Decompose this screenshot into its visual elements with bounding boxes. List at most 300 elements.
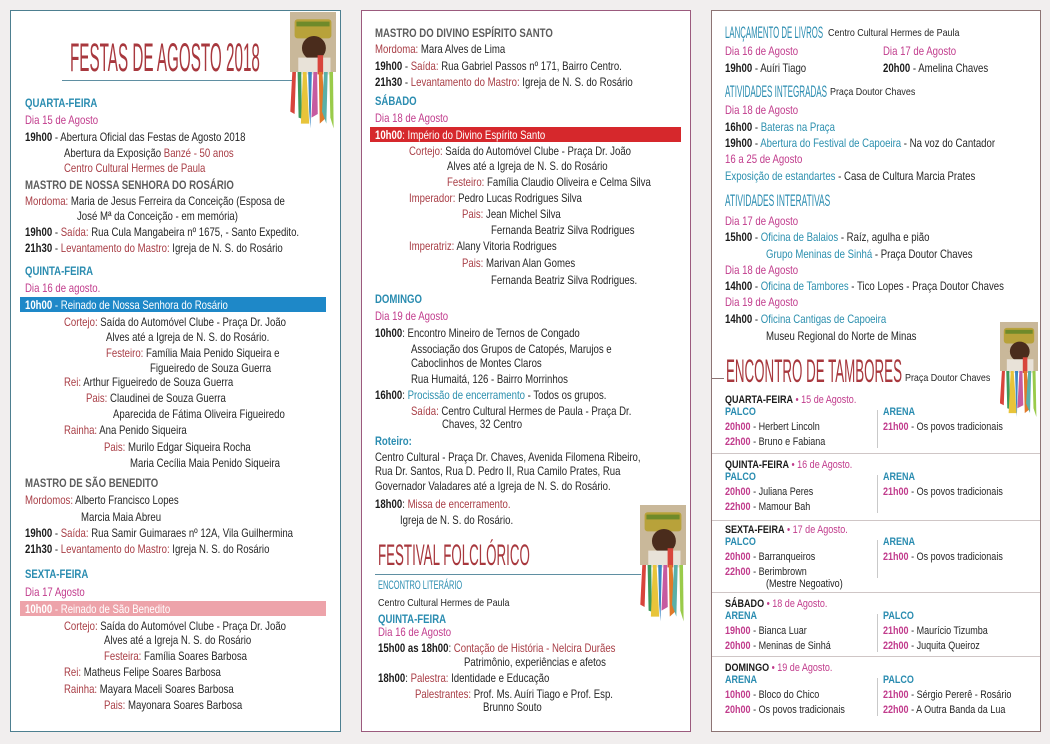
schedule-act: - Bianca Luar bbox=[750, 625, 807, 637]
stage-name: PALCO bbox=[883, 674, 914, 686]
text-text: Rua Humaitá, 126 - Bairro Morrinhos bbox=[411, 372, 568, 386]
stage-name: ARENA bbox=[883, 406, 916, 418]
text-line bbox=[442, 417, 522, 431]
text-text: Fernanda Beatriz Silva Rodrigues. bbox=[491, 273, 638, 287]
text-text: Igreja N. S. do Rosário bbox=[169, 542, 270, 556]
schedule-item bbox=[883, 550, 1003, 564]
text-text: Ana Penido Siqueira bbox=[97, 423, 187, 437]
text-text: - Raíz, agulha e pião bbox=[838, 230, 930, 244]
text-time: 16h00 bbox=[725, 120, 753, 134]
schedule-act: - Bloco do Chico bbox=[750, 689, 820, 701]
text-text: : bbox=[448, 641, 454, 655]
highlight-event bbox=[25, 298, 228, 312]
text-line bbox=[766, 329, 916, 343]
schedule-act: - Os povos tradicionais bbox=[908, 486, 1003, 498]
text-time: 21h30 bbox=[375, 75, 403, 89]
schedule-time: 19h00 bbox=[725, 625, 751, 637]
text-line bbox=[375, 450, 641, 464]
text-line bbox=[883, 61, 988, 75]
text-line bbox=[375, 292, 422, 306]
column-divider bbox=[877, 540, 878, 578]
text-text: - Todos os grupos. bbox=[524, 388, 607, 402]
text-text: Alberto Francisco Lopes bbox=[73, 493, 179, 507]
text-line bbox=[113, 407, 285, 421]
text-label: Levantamento do Mastro: bbox=[410, 75, 520, 89]
text-time: 19h00 bbox=[725, 61, 753, 75]
text-line bbox=[25, 264, 93, 278]
text-line bbox=[378, 641, 615, 655]
text-date: Dia 18 de Agosto bbox=[725, 263, 799, 277]
text-text: Família Maia Penido Siqueira e bbox=[143, 346, 280, 360]
schedule-item bbox=[883, 485, 1003, 499]
text-text: Chaves, 32 Centro bbox=[442, 417, 523, 431]
text-text: - Amelina Chaves bbox=[910, 61, 989, 75]
text-text: Alany Vitoria Rodrigues bbox=[454, 239, 557, 253]
text-time: 14h00 bbox=[725, 312, 753, 326]
schedule-item bbox=[725, 624, 807, 638]
schedule-time: 21h00 bbox=[883, 625, 909, 637]
text-text: - bbox=[752, 230, 761, 244]
text-line bbox=[905, 371, 990, 385]
text-text: : bbox=[402, 497, 408, 511]
text-accent: Abertura do Festival de Capoeira bbox=[760, 136, 902, 150]
text-label: Pais: bbox=[104, 698, 126, 712]
text-whiteb: 10h00 bbox=[25, 298, 53, 312]
text-line bbox=[411, 372, 568, 386]
text-time: 16h00 bbox=[375, 388, 403, 402]
schedule-time: 20h00 bbox=[725, 421, 751, 433]
schedule-item bbox=[883, 624, 988, 638]
text-text: Arthur Figueiredo de Souza Guerra bbox=[81, 375, 234, 389]
text-text: - bbox=[402, 75, 411, 89]
text-text: Patrimônio, experiências e afetos bbox=[464, 655, 606, 669]
text-line bbox=[725, 214, 798, 228]
text-text: - bbox=[52, 225, 61, 239]
schedule-day: DOMINGO bbox=[725, 662, 770, 674]
text-text: Associação dos Grupos de Catopés, Marujos e bbox=[411, 342, 612, 356]
dancer-illustration bbox=[1000, 322, 1038, 420]
text-line bbox=[883, 44, 956, 58]
text-text: Saída do Automóvel Clube - Praça Dr. João bbox=[97, 315, 286, 329]
text-line bbox=[81, 510, 161, 524]
text-line bbox=[766, 247, 973, 261]
text-line bbox=[378, 671, 549, 685]
text-date: Dia 17 Agosto bbox=[25, 585, 85, 599]
schedule-act: - Os povos tradicionais bbox=[750, 704, 845, 716]
schedule-time: 22h00 bbox=[883, 704, 909, 716]
text-line bbox=[77, 209, 238, 223]
text-line bbox=[725, 230, 929, 244]
text-date: Dia 19 de Agosto bbox=[725, 295, 799, 309]
schedule-date: • 16 de Agosto. bbox=[788, 459, 853, 471]
text-line bbox=[104, 440, 251, 454]
schedule-day: QUARTA-FEIRA bbox=[725, 394, 793, 406]
text-label: Cortejo: bbox=[64, 619, 98, 633]
text-line bbox=[725, 169, 975, 183]
text-line bbox=[447, 159, 608, 173]
column-divider bbox=[877, 678, 878, 716]
text-text: Praça Doutor Chaves bbox=[905, 372, 991, 384]
text-line bbox=[378, 596, 509, 610]
text-text: - Na voz do Cantador bbox=[901, 136, 996, 150]
schedule-time: 22h00 bbox=[725, 436, 751, 448]
subtitle-atividades-integradas: ATIVIDADES INTEGRADAS bbox=[725, 82, 828, 101]
text-date: Dia 16 de agosto. bbox=[25, 281, 101, 295]
text-text: Família Claudio Oliveira e Celma Silva bbox=[484, 175, 651, 189]
text-text: Aparecida de Fátima Oliveira Figueiredo bbox=[113, 407, 285, 421]
text-text: Mara Alves de Lima bbox=[418, 42, 506, 56]
text-text: - Casa de Cultura Marcia Prates bbox=[835, 169, 976, 183]
text-line bbox=[375, 26, 553, 40]
stage-name: ARENA bbox=[883, 536, 916, 548]
title-underline bbox=[375, 574, 641, 575]
text-text: Identidade e Educação bbox=[448, 671, 550, 685]
text-text: Centro Cultural Hermes de Paula bbox=[828, 27, 960, 39]
text-text: Prof. Ms. Auíri Tiago e Prof. Esp. bbox=[471, 687, 613, 701]
text-label: Levantamento do Mastro: bbox=[60, 241, 170, 255]
text-date: Dia 16 de Agosto bbox=[725, 44, 799, 58]
text-line bbox=[462, 256, 575, 270]
schedule-note: (Mestre Negoativo) bbox=[766, 578, 843, 590]
text-text: Maria Cecília Maia Penido Siqueira bbox=[130, 456, 280, 470]
text-label: Palestrantes: bbox=[415, 687, 472, 701]
text-text: Museu Regional do Norte de Minas bbox=[766, 329, 917, 343]
text-line bbox=[725, 136, 995, 150]
text-line bbox=[25, 225, 299, 239]
text-line bbox=[106, 346, 279, 360]
text-label: Missa de encerramento. bbox=[407, 497, 511, 511]
schedule-time: 20h00 bbox=[725, 486, 751, 498]
text-text: Alves até a Igreja de N. S. do Rosário. bbox=[106, 330, 270, 344]
text-text: - Auíri Tiago bbox=[752, 61, 807, 75]
text-line bbox=[491, 223, 635, 237]
stage-name: ARENA bbox=[725, 610, 758, 622]
text-time: 19h00 bbox=[725, 136, 753, 150]
text-line bbox=[462, 207, 561, 221]
text-text: Centro Cultural - Praça Dr. Chaves, Avenida Filomena Ribeiro, bbox=[375, 450, 641, 464]
schedule-act: - Bruno e Fabiana bbox=[750, 436, 826, 448]
schedule-act: - Juliana Peres bbox=[750, 486, 814, 498]
schedule-time: 22h00 bbox=[725, 501, 751, 513]
congado-dancer-image bbox=[1000, 322, 1038, 420]
text-label: Rei: bbox=[64, 375, 82, 389]
text-whiteb: 10h00 bbox=[25, 602, 53, 616]
text-text: Marivan Alan Gomes bbox=[483, 256, 576, 270]
text-line bbox=[725, 263, 798, 277]
text-text: : bbox=[402, 388, 408, 402]
text-line bbox=[725, 103, 798, 117]
text-accent: Exposição de estandartes bbox=[725, 169, 836, 183]
schedule-divider bbox=[712, 520, 1040, 521]
text-text: Centro Cultural Hermes de Paula - Praça Dr. bbox=[438, 404, 632, 418]
text-text: Caboclinhos de Montes Claros bbox=[411, 356, 542, 370]
text-text: Alves até a Igreja de N. S. do Rosário bbox=[447, 159, 608, 173]
congado-dancer-image bbox=[290, 12, 336, 132]
text-label: Imperador: bbox=[409, 191, 456, 205]
text-label: Saída: bbox=[411, 404, 439, 418]
highlight-event bbox=[25, 602, 170, 616]
text-text: Rua Cula Mangabeira nº 1675, - Santo Expedito. bbox=[88, 225, 300, 239]
column-divider bbox=[877, 410, 878, 448]
stage-name: PALCO bbox=[883, 610, 914, 622]
title-rule bbox=[711, 378, 724, 379]
text-text: Saída do Automóvel Clube - Praça Dr. João bbox=[97, 619, 286, 633]
text-accent: Oficina de Tambores bbox=[760, 279, 849, 293]
schedule-date: • 19 de Agosto. bbox=[769, 662, 833, 674]
text-label: Pais: bbox=[462, 207, 484, 221]
text-text: Rua Samir Guimaraes nº 12A, Vila Guilhermina bbox=[88, 526, 294, 540]
stage-label bbox=[883, 405, 915, 419]
text-line bbox=[725, 295, 798, 309]
stage-label bbox=[883, 535, 915, 549]
schedule-time: 21h00 bbox=[883, 421, 909, 433]
schedule-item bbox=[725, 485, 813, 499]
text-text: Rua Gabriel Passos nº 171, Bairro Centro. bbox=[438, 59, 622, 73]
column-divider bbox=[877, 614, 878, 652]
schedule-act: - Mamour Bah bbox=[750, 501, 811, 513]
column-divider bbox=[877, 475, 878, 513]
schedule-time: 20h00 bbox=[725, 640, 751, 652]
text-text: - bbox=[752, 312, 761, 326]
text-line bbox=[725, 279, 1004, 293]
text-line bbox=[25, 178, 234, 192]
subtitle-lancamento-de-livros: LANÇAMENTO DE LIVROS bbox=[725, 23, 824, 42]
text-day: SÁBADO bbox=[375, 94, 417, 108]
schedule-act: - Herbert Lincoln bbox=[750, 421, 820, 433]
schedule-time: 10h00 bbox=[725, 689, 751, 701]
text-line bbox=[106, 330, 269, 344]
text-text: Igreja de N. S. do Rosário. bbox=[400, 513, 514, 527]
stage-name: ARENA bbox=[725, 674, 758, 686]
schedule-date: • 15 de Agosto. bbox=[792, 394, 857, 406]
text-white: - Reinado de Nossa Senhora do Rosário bbox=[52, 298, 228, 312]
text-text: Alves até a Igreja N. S. do Rosário bbox=[104, 633, 252, 647]
text-date: 16 a 25 de Agosto bbox=[725, 152, 803, 166]
text-text: Figueiredo de Souza Guerra bbox=[150, 361, 272, 375]
text-line bbox=[375, 59, 622, 73]
text-line bbox=[25, 493, 179, 507]
text-day: QUARTA-FEIRA bbox=[25, 96, 98, 110]
text-line bbox=[378, 625, 451, 639]
text-line bbox=[447, 175, 651, 189]
schedule-item bbox=[725, 420, 820, 434]
text-time: 19h00 bbox=[25, 130, 53, 144]
text-text: Pedro Lucas Rodrigues Silva bbox=[455, 191, 582, 205]
text-text: Maria de Jesus Ferreira da Conceição (Esposa de bbox=[68, 194, 285, 208]
stage-label bbox=[883, 673, 914, 687]
stage-name: PALCO bbox=[725, 406, 756, 418]
text-text: - bbox=[402, 59, 411, 73]
text-day: SEXTA-FEIRA bbox=[25, 567, 89, 581]
text-line bbox=[104, 649, 247, 663]
text-line bbox=[25, 96, 97, 110]
text-time: 19h00 bbox=[25, 526, 53, 540]
schedule-time: 20h00 bbox=[725, 704, 751, 716]
text-accent: Procissão de encerramento bbox=[407, 388, 525, 402]
title-encontro-de-tambores: ENCONTRO DE TAMBORES bbox=[726, 353, 902, 389]
schedule-time: 21h00 bbox=[883, 551, 909, 563]
text-date: Dia 16 de Agosto bbox=[378, 625, 452, 639]
text-line bbox=[25, 241, 283, 255]
text-text: Marcia Maia Abreu bbox=[81, 510, 162, 524]
text-text: Jean Michel Silva bbox=[483, 207, 561, 221]
schedule-time: 22h00 bbox=[883, 640, 909, 652]
stage-label bbox=[725, 673, 757, 687]
schedule-time: 22h00 bbox=[725, 566, 751, 578]
text-line bbox=[409, 191, 582, 205]
text-line bbox=[725, 61, 806, 75]
text-white: - Reinado de São Benedito bbox=[52, 602, 171, 616]
text-line bbox=[375, 75, 633, 89]
text-line bbox=[491, 273, 637, 287]
text-text: - bbox=[52, 542, 61, 556]
schedule-item bbox=[725, 550, 815, 564]
text-line bbox=[830, 85, 915, 99]
text-line bbox=[411, 342, 612, 356]
text-day: Roteiro: bbox=[375, 434, 412, 448]
text-text: : Encontro Mineiro de Ternos de Congado bbox=[402, 326, 580, 340]
schedule-item bbox=[883, 639, 980, 653]
text-line bbox=[464, 655, 606, 669]
text-date: Dia 15 de Agosto bbox=[25, 113, 99, 127]
schedule-act: - Berimbrown bbox=[750, 566, 807, 578]
text-label: Rei: bbox=[64, 665, 82, 679]
text-line bbox=[828, 26, 959, 40]
text-line bbox=[64, 375, 233, 389]
text-text: - bbox=[752, 120, 761, 134]
schedule-item bbox=[725, 703, 845, 717]
text-line bbox=[411, 404, 631, 418]
text-line bbox=[25, 585, 85, 599]
text-line bbox=[483, 700, 542, 714]
text-text: - bbox=[52, 526, 61, 540]
text-line bbox=[130, 456, 280, 470]
text-section: MASTRO DE NOSSA SENHORA DO ROSÁRIO bbox=[25, 178, 234, 192]
text-accent: Oficina Cantigas de Capoeira bbox=[760, 312, 887, 326]
text-label: Palestra: bbox=[410, 671, 449, 685]
title-festas-de-agosto: FESTAS DE AGOSTO 2018 bbox=[70, 36, 260, 80]
text-line bbox=[375, 388, 606, 402]
text-label: Pais: bbox=[86, 391, 108, 405]
highlight-event bbox=[375, 128, 545, 142]
text-day: QUINTA-FEIRA bbox=[25, 264, 94, 278]
text-text: Igreja de N. S. do Rosário bbox=[519, 75, 633, 89]
text-time: 21h30 bbox=[25, 542, 53, 556]
title-festival-folclorico: FESTIVAL FOLCLÓRICO bbox=[378, 539, 530, 572]
text-line bbox=[725, 152, 802, 166]
text-text: Centro Cultural Hermes de Paula bbox=[378, 597, 510, 609]
text-line bbox=[150, 361, 271, 375]
text-accent: Oficina de Balaios bbox=[760, 230, 839, 244]
text-text: Rua Dr. Santos, Rua D. Pedro II, Rua Camilo Prates, Rua bbox=[375, 464, 621, 478]
text-line bbox=[64, 682, 234, 696]
schedule-time: 21h00 bbox=[883, 486, 909, 498]
text-label: Mordoma: bbox=[375, 42, 419, 56]
schedule-time: 20h00 bbox=[725, 551, 751, 563]
text-text: Mayonara Soares Barbosa bbox=[125, 698, 243, 712]
text-time: 15h00 bbox=[725, 230, 753, 244]
text-label: Mordomos: bbox=[25, 493, 74, 507]
text-line bbox=[375, 434, 412, 448]
text-line bbox=[86, 391, 226, 405]
text-text: Saída do Automóvel Clube - Praça Dr. João bbox=[442, 144, 631, 158]
schedule-time: 21h00 bbox=[883, 689, 909, 701]
text-time: 19h00 bbox=[375, 59, 403, 73]
text-text: Praça Doutor Chaves bbox=[830, 86, 916, 98]
text-label: Saída: bbox=[60, 225, 89, 239]
text-accent: Grupo Meninas de Sinhá bbox=[766, 247, 873, 261]
text-line bbox=[409, 239, 557, 253]
text-label: Levantamento do Mastro: bbox=[60, 542, 170, 556]
text-time: 19h00 bbox=[25, 225, 53, 239]
text-text: Fernanda Beatriz Silva Rodrigues bbox=[491, 223, 635, 237]
stage-name: PALCO bbox=[725, 536, 756, 548]
text-line bbox=[64, 665, 221, 679]
schedule-act: - Meninas de Sinhá bbox=[750, 640, 831, 652]
schedule-item bbox=[883, 688, 1011, 702]
text-text: - Tico Lopes - Praça Doutor Chaves bbox=[848, 279, 1004, 293]
schedule-day: SEXTA-FEIRA bbox=[725, 524, 785, 536]
text-line bbox=[64, 315, 286, 329]
schedule-divider bbox=[712, 592, 1040, 593]
text-text: - bbox=[752, 279, 761, 293]
text-line bbox=[375, 497, 511, 511]
text-line bbox=[64, 423, 187, 437]
text-line bbox=[409, 144, 631, 158]
text-line bbox=[25, 281, 100, 295]
text-day: QUINTA-FEIRA bbox=[378, 612, 447, 626]
text-time: 15h00 as 18h00 bbox=[378, 641, 449, 655]
schedule-act: - Sérgio Pererê - Rosário bbox=[908, 689, 1012, 701]
text-line bbox=[375, 94, 417, 108]
text-label: Festeiro: bbox=[106, 346, 144, 360]
text-line bbox=[104, 698, 242, 712]
stage-label bbox=[725, 405, 756, 419]
stage-name: ARENA bbox=[883, 471, 916, 483]
text-date: Dia 19 de Agosto bbox=[375, 309, 449, 323]
subtitle-encontro-literario: ENCONTRO LITERÁRIO bbox=[378, 578, 463, 592]
schedule-divider bbox=[712, 656, 1040, 657]
stage-label bbox=[883, 470, 915, 484]
text-line bbox=[375, 309, 448, 323]
text-line bbox=[25, 130, 245, 144]
text-date: Dia 17 de Agosto bbox=[883, 44, 957, 58]
text-label: Banzé - 50 anos bbox=[163, 146, 234, 160]
schedule-divider bbox=[712, 453, 1040, 454]
schedule-item bbox=[883, 703, 1005, 717]
text-label: Festeira: bbox=[104, 649, 142, 663]
text-text: - bbox=[752, 136, 761, 150]
text-whiteb: 10h00 bbox=[375, 128, 403, 142]
text-label: Rainha: bbox=[64, 423, 98, 437]
text-label: Centro Cultural Hermes de Paula bbox=[64, 161, 206, 175]
text-date: Dia 18 de Agosto bbox=[725, 103, 799, 117]
text-label: Imperatriz: bbox=[409, 239, 455, 253]
schedule-date: • 18 de Agosto. bbox=[764, 598, 828, 610]
text-line bbox=[25, 567, 88, 581]
schedule-date: • 17 de Agosto. bbox=[784, 524, 848, 536]
text-time: 14h00 bbox=[725, 279, 753, 293]
text-line bbox=[25, 476, 158, 490]
text-text: Governador Valadares até a Igreja de N. S. do Rosário. bbox=[375, 479, 611, 493]
schedule-item bbox=[725, 639, 831, 653]
text-line bbox=[400, 513, 513, 527]
text-line bbox=[375, 326, 580, 340]
congado-dancer-image bbox=[640, 505, 686, 625]
subtitle-atividades-interativas: ATIVIDADES INTERATIVAS bbox=[725, 191, 831, 210]
title-underline bbox=[62, 80, 292, 81]
schedule-item bbox=[725, 500, 810, 514]
